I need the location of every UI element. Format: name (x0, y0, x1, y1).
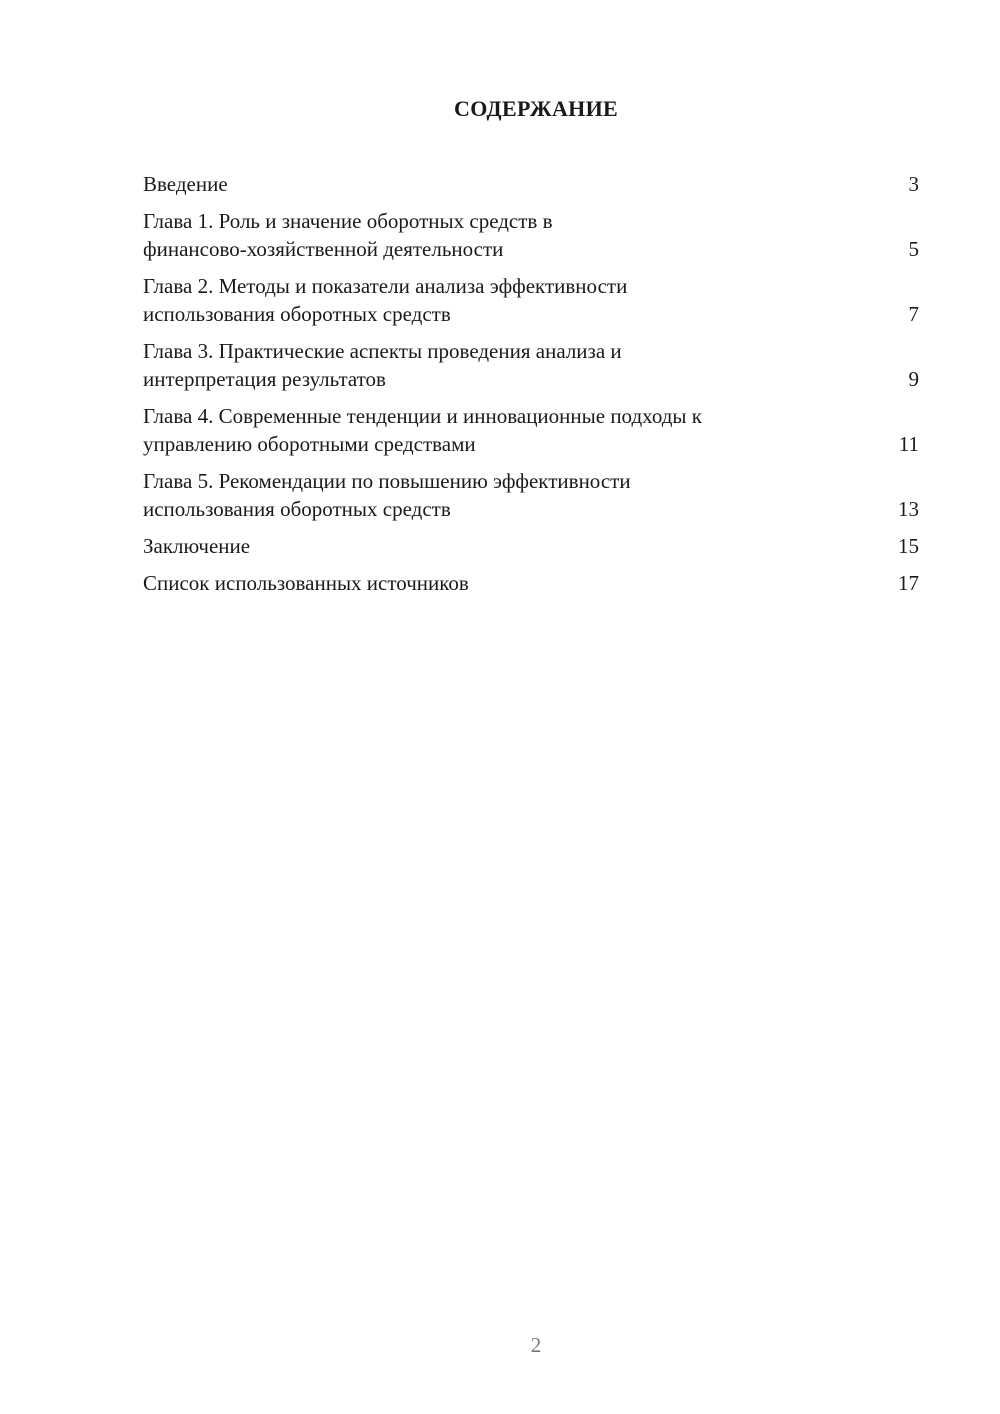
toc-entry-page: 5 (908, 237, 919, 261)
toc-entry-line: Глава 4. Современные тенденции и инновационные подходы к (143, 404, 702, 428)
page-title: СОДЕРЖАНИЕ (454, 96, 618, 121)
toc-entry-line: Глава 2. Методы и показатели анализа эффективности (143, 274, 628, 298)
toc-entry-line: Глава 1. Роль и значение оборотных средств в (143, 209, 553, 233)
toc-entry-page: 7 (908, 302, 919, 326)
toc-entry-line: интерпретация результатов (143, 367, 386, 391)
page-number: 2 (530, 1333, 542, 1357)
toc-entry-page: 13 (898, 497, 919, 521)
toc-entry-page: 3 (908, 172, 919, 196)
toc-entry-page: 15 (898, 534, 919, 558)
toc-entry-page: 9 (908, 367, 919, 391)
toc-entry-conclusion (143, 532, 919, 560)
toc-entry-chapter-4 (143, 402, 919, 458)
toc-entry-line: использования оборотных средств (143, 497, 451, 521)
toc-entry-text (143, 532, 889, 560)
toc-entry-line: Глава 3. Практические аспекты проведения анализа и (143, 339, 622, 363)
toc-entry-line: Список использованных источников (143, 571, 469, 595)
toc-entry-text (143, 170, 889, 198)
toc-entry-text (143, 569, 889, 597)
table-of-contents (143, 170, 919, 606)
toc-entry-line: Заключение (143, 534, 251, 558)
toc-entry-line: финансово-хозяйственной деятельности (143, 237, 504, 261)
toc-entry-text (143, 402, 889, 458)
toc-entry-page: 17 (898, 571, 919, 595)
toc-entry-text (143, 207, 889, 263)
toc-entry-text (143, 467, 889, 523)
toc-entry-chapter-1 (143, 207, 919, 263)
toc-entry-line: управлению оборотными средствами (143, 432, 476, 456)
toc-entry-text (143, 272, 889, 328)
toc-entry-chapter-5 (143, 467, 919, 523)
toc-entry-text (143, 337, 889, 393)
toc-entry-line: Введение (143, 172, 228, 196)
toc-entry-line: использования оборотных средств (143, 302, 451, 326)
toc-entry-page: 11 (898, 432, 919, 456)
toc-entry-chapter-2 (143, 272, 919, 328)
toc-entry-line: Глава 5. Рекомендации по повышению эффективности (143, 469, 631, 493)
toc-entry-references (143, 569, 919, 597)
toc-entry-introduction (143, 170, 919, 198)
toc-entry-chapter-3 (143, 337, 919, 393)
